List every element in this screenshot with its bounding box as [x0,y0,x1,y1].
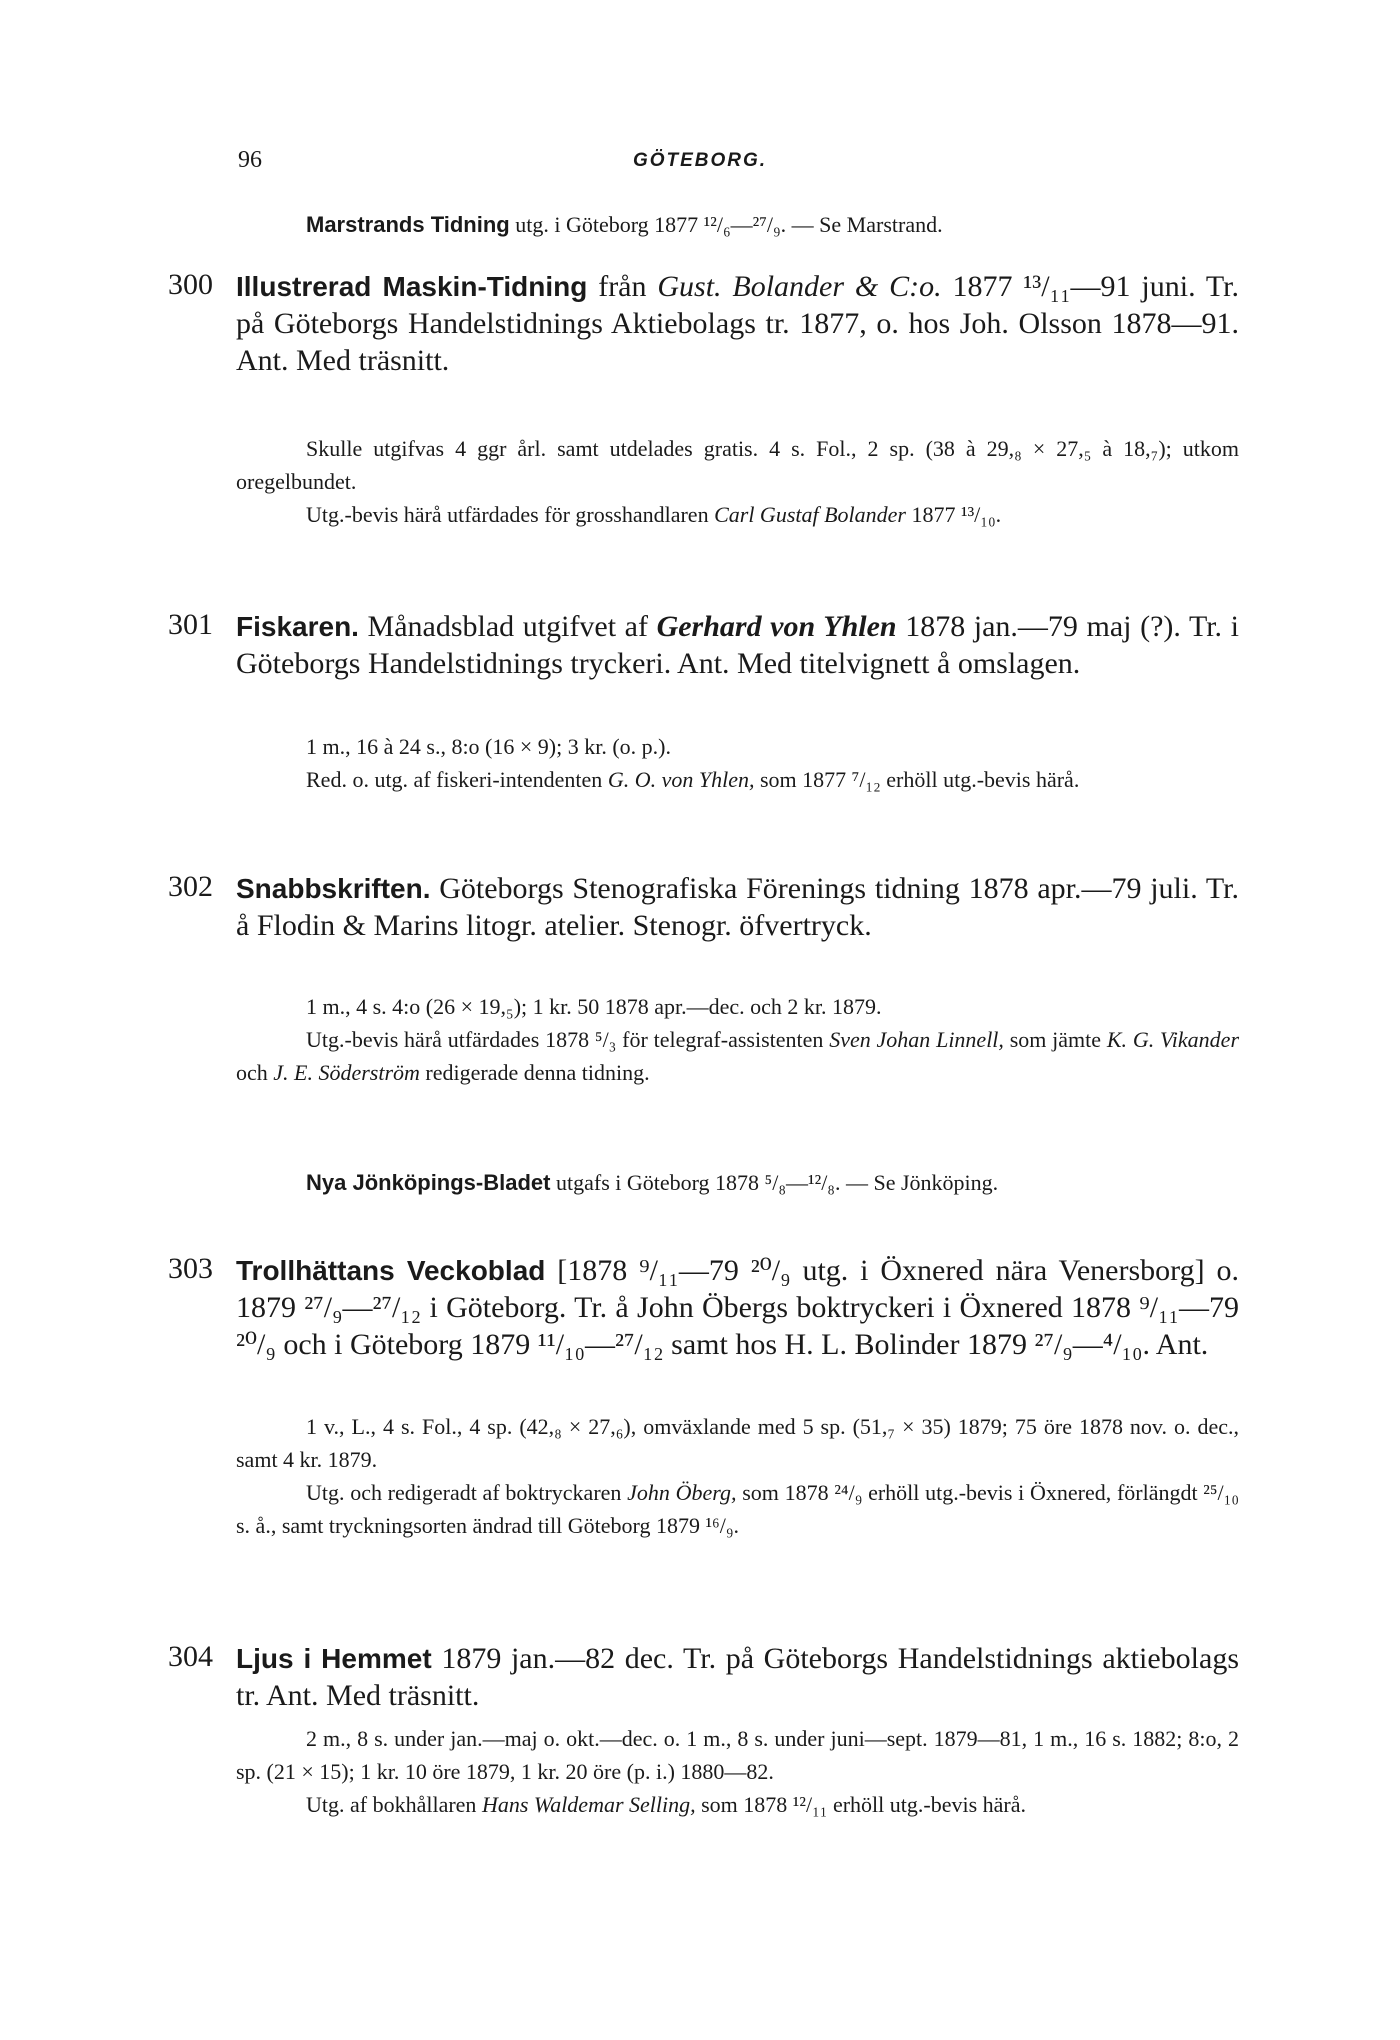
entry-note [236,1476,1239,1542]
cross-ref-title: Nya Jönköpings-Bladet [306,1170,551,1195]
entry-body: 1879 jan.—82 dec. Tr. på Göteborgs Handelstidnings aktiebolags tr. Ant. Med träsnitt. [236,1642,1239,1712]
cross-ref-jonkoping [306,1166,1241,1199]
entry-note: 1 v., L., 4 s. Fol., 4 sp. (42,₈ × 27,₆), omväxlande med 5 sp. (51,₇ × 35) 1879; 75 öre 1878 nov. o. dec., samt 4 kr. 1879. [236,1414,1239,1472]
entry-note-person: G. O. von Yhlen, [607,767,755,792]
entry-body: [1878 ⁹/₁₁—79 ²⁰/₉ utg. i Öxnered nära Venersborg] o. 1879 ²⁷/₉—²⁷/₁₂ i Göteborg. Tr. å John Öbergs boktryckeri i Öxnered 1878 ⁹/₁₁—79 ²⁰/₉ och i Göteborg 1879 ¹¹/₁₀—²⁷/₁₂ samt hos H. L. Bolinder 1879 ²⁷/₉—⁴/₁₀. Ant. [236,1254,1239,1361]
entry-note-text: och [236,1060,268,1085]
cross-ref-text: utg. i Göteborg 1877 ¹²/₆—²⁷/₉. — Se Marstrand. [515,212,943,237]
entry-note-text: som 1878 ¹²/₁₁ erhöll utg.-bevis härå. [701,1792,1026,1817]
entry-title: Snabbskriften. [236,873,431,904]
entry-301 [236,608,1239,682]
entry-303 [236,1252,1239,1363]
entry-300-notes [236,432,1239,531]
entry-note-text: 1877 ¹³/₁₀. [911,502,1002,527]
entry-note: 1 m., 16 à 24 s., 8:o (16 × 9); 3 kr. (o. p.). [306,734,671,759]
entry-title: Ljus i Hemmet [236,1643,432,1674]
running-head: GÖTEBORG. [632,150,768,171]
entry-body: Göteborgs Stenografiska Förenings tidning 1878 apr.—79 juli. Tr. å Flodin & Marins litogr. atelier. Stenogr. öfvertryck. [236,872,1240,942]
entry-note-person: Sven Johan Linnell, [829,1027,1004,1052]
entry-number: 301 [168,608,213,641]
entry-note-person: John Öberg, [627,1480,737,1505]
entry-number: 300 [168,268,213,301]
entry-title: Illustrerad Maskin-Tidning [236,271,588,302]
entry-note [236,763,1239,796]
entry-number: 303 [168,1252,213,1285]
cross-ref-marstrand [306,208,1241,241]
entry-note [236,1023,1239,1089]
cross-ref-title: Marstrands Tidning [306,212,510,237]
entry-303-notes [236,1410,1239,1542]
entry-number: 302 [168,870,213,903]
entry-note-text: som jämte [1009,1027,1102,1052]
entry-302-notes [236,990,1239,1089]
entry-300 [236,268,1239,379]
entry-note-text: som 1877 ⁷/₁₂ erhöll utg.-bevis härå. [759,767,1080,792]
entry-note-text: Utg.-bevis härå utfärdades 1878 ⁵/₃ för telegraf-assistenten [306,1027,824,1052]
cross-ref-text: utgafs i Göteborg 1878 ⁵/₈—¹²/₈. — Se Jönköping. [555,1170,999,1195]
entry-title: Fiskaren. [236,611,359,642]
entry-title: Trollhättans Veckoblad [236,1255,546,1286]
entry-note: 2 m., 8 s. under jan.—maj o. okt.—dec. o. 1 m., 8 s. under juni—sept. 1879—81, 1 m., 16 s. 1882; 8:o, 2 sp. (21 × 15); 1 kr. 10 öre 1879, 1 kr. 20 öre (p. i.) 1880—82. [236,1726,1239,1784]
entry-note [236,1788,1239,1821]
entry-publisher: Gust. Bolander & C:o. [657,270,942,303]
entry-304-notes [236,1722,1239,1821]
entry-304 [236,1640,1239,1714]
entry-note-person: K. G. Vikander [1106,1027,1240,1052]
entry-note-text: Utg.-bevis härå utfärdades för grosshandlaren [306,502,709,527]
entry-note-text: Utg. af bokhållaren [306,1792,477,1817]
entry-302 [236,870,1239,944]
entry-publisher: Gerhard von Yhlen [656,610,897,643]
entry-note-person: J. E. Söderström [273,1060,420,1085]
entry-body: 1878 jan.—79 maj (?). Tr. i Göteborgs Handelstidnings tryckeri. Ant. Med titelvignett å omslagen. [236,610,1239,680]
entry-note-text: Red. o. utg. af fiskeri-intendenten [306,767,603,792]
entry-301-notes [236,730,1239,796]
entry-note-text: som 1878 ²⁴/₉ erhöll utg.-bevis i Öxnered, förlängdt ²⁵/₁₀ s. å., samt tryckningsorten ändrad till Göteborg 1879 ¹⁶/₉. [236,1480,1240,1538]
entry-note-person: Hans Waldemar Selling, [481,1792,696,1817]
entry-pre: från [598,270,647,303]
entry-body: 1877 ¹³/₁₁—91 juni. Tr. på Göteborgs Handelstidnings Aktiebolags tr. 1877, o. hos Joh. Olsson 1878—91. Ant. Med träsnitt. [236,270,1239,377]
entry-note-text: Utg. och redigeradt af boktryckaren [306,1480,622,1505]
entry-note-person: Carl Gustaf Bolander [714,502,906,527]
entry-note: Skulle utgifvas 4 ggr årl. samt utdelades gratis. 4 s. Fol., 2 sp. (38 à 29,₈ × 27,₅ à 18,₇); utkom oregelbundet. [236,436,1239,494]
page-number: 96 [238,147,262,173]
entry-note [236,498,1239,531]
entry-note-text: redigerade denna tidning. [425,1060,650,1085]
entry-number: 304 [168,1640,213,1673]
entry-pre: Månadsblad utgifvet af [367,610,648,643]
entry-note: 1 m., 4 s. 4:o (26 × 19,₅); 1 kr. 50 1878 apr.—dec. och 2 kr. 1879. [306,994,882,1019]
